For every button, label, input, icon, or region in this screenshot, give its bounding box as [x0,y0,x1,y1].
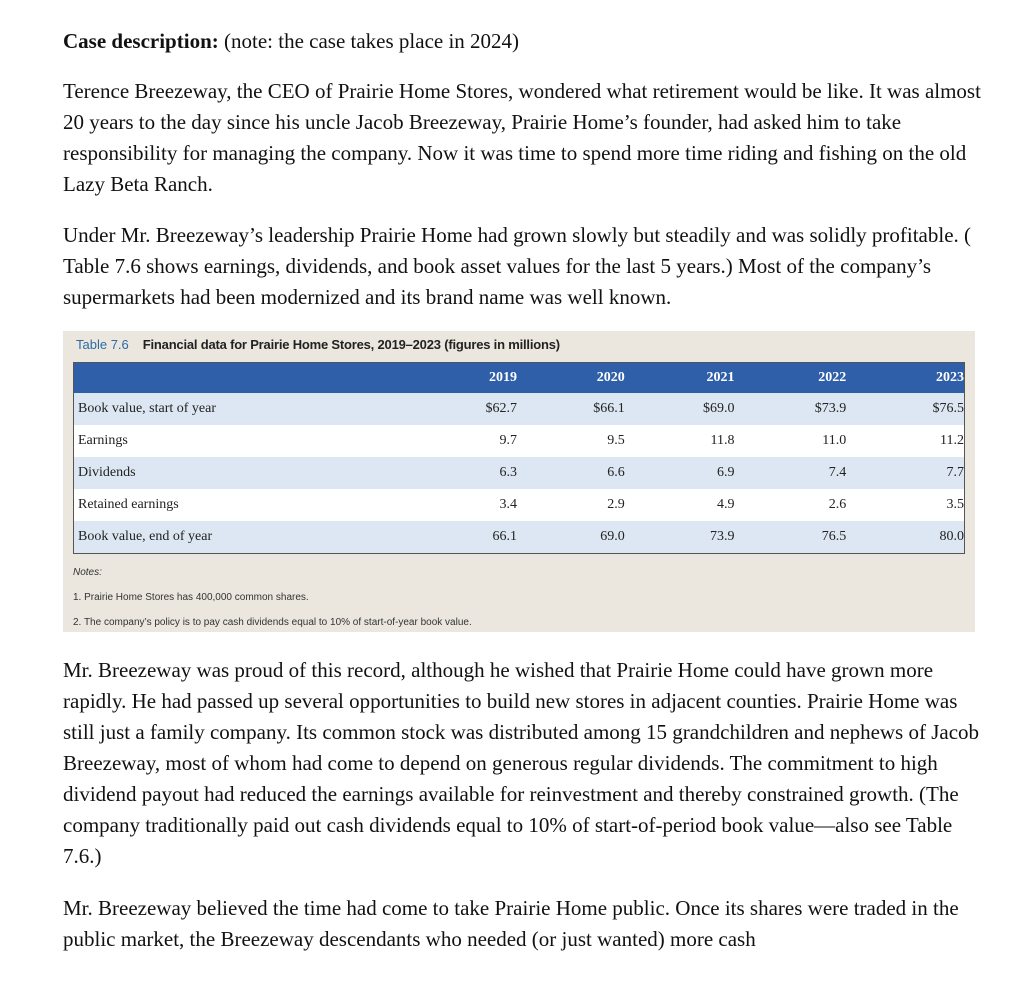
paragraph-leadership: Under Mr. Breezeway’s leadership Prairie Home had grown slowly but steadily and was solidly profitable. ( Table 7.6 shows earnings, dividends, and book asset values for the last 5 years.) Most of the company’s supermarkets had been modernized and its brand name was well known. [63,223,972,309]
table-title: Financial data for Prairie Home Stores, 2019–2023 (figures in millions) [142,337,560,352]
table-cell: 6.6 [517,457,625,489]
row-label: Dividends [74,457,398,489]
table-cell: 66.1 [397,521,517,554]
header-year: 2022 [734,363,846,394]
table-cell: $66.1 [517,393,625,425]
table-cell: 11.2 [940,433,964,448]
note-item: 2. The company’s policy is to pay cash dividends equal to 10% of start-of-year book value. [73,617,472,628]
table-cell: 6.3 [397,457,517,489]
table-cell: 6.9 [625,457,735,489]
row-label: Book value, end of year [74,521,398,554]
table-cell: 11.8 [710,433,735,448]
table-cell: 69.0 [517,521,625,554]
table-row [74,457,965,489]
table-row [74,489,965,521]
table-cell: 9.5 [607,433,625,448]
table-cell: 2.9 [607,497,625,512]
table-caption [76,337,560,352]
table-cell: $76.5 [846,393,964,425]
notes-label: Notes: [73,567,102,578]
table-cell: 73.9 [625,521,735,554]
financial-data-table [73,362,965,554]
row-label: Retained earnings [78,497,179,512]
table-cell: 7.7 [846,457,964,489]
table-cell: $73.9 [734,393,846,425]
header-year: 2023 [846,363,964,394]
table-cell: 3.4 [499,497,517,512]
note-item: 1. Prairie Home Stores has 400,000 common shares. [73,592,309,603]
table-panel [63,331,975,632]
table-row [74,393,965,425]
header-blank-cell [74,363,398,394]
table-cell: 9.7 [499,433,517,448]
table-number: Table 7.6 [76,337,129,352]
table-row [74,521,965,554]
table-cell: $62.7 [397,393,517,425]
row-label: Book value, start of year [74,393,398,425]
row-label: Earnings [78,433,128,448]
case-heading-label: Case description: [63,29,219,53]
table-cell: 11.0 [822,433,847,448]
table-header-row [74,363,965,394]
table-row [74,425,965,457]
table-cell: $69.0 [625,393,735,425]
header-year: 2020 [517,363,625,394]
case-heading-note: (note: the case takes place in 2024) [218,29,520,53]
table-cell: 4.9 [716,497,735,512]
table-cell: 76.5 [734,521,846,554]
case-heading [63,26,519,57]
table-cell: 80.0 [846,521,964,554]
paragraph-public: Mr. Breezeway believed the time had come to take Prairie Home public. Once its shares were traded in the public market, the Breezeway descendants who needed (or just wanted) more cash [63,896,959,951]
header-year: 2021 [625,363,735,394]
header-year: 2019 [397,363,517,394]
table-cell: 2.6 [828,497,847,512]
paragraph-intro: Terence Breezeway, the CEO of Prairie Home Stores, wondered what retirement would be like. It was almost 20 years to the day since his uncle Jacob Breezeway, Prairie Home’s founder, had asked him to take responsibility for managing the company. Now it was time to spend more time riding and fishing on the old Lazy Beta Ranch. [63,79,981,196]
table-cell: 7.4 [734,457,846,489]
table-cell: 3.5 [946,497,964,512]
paragraph-record: Mr. Breezeway was proud of this record, although he wished that Prairie Home could have grown more rapidly. He had passed up several opportunities to build new stores in adjacent counties. Prairie Home was still just a family company. Its common stock was distributed among 15 grandchildren and nephews of Jacob Breezeway, most of whom had come to depend on generous regular dividends. The commitment to high dividend payout had reduced the earnings available for reinvestment and thereby constrained growth. (The company traditionally paid out cash dividends equal to 10% of start-of-period book value—also see Table 7.6.) [63,658,980,868]
